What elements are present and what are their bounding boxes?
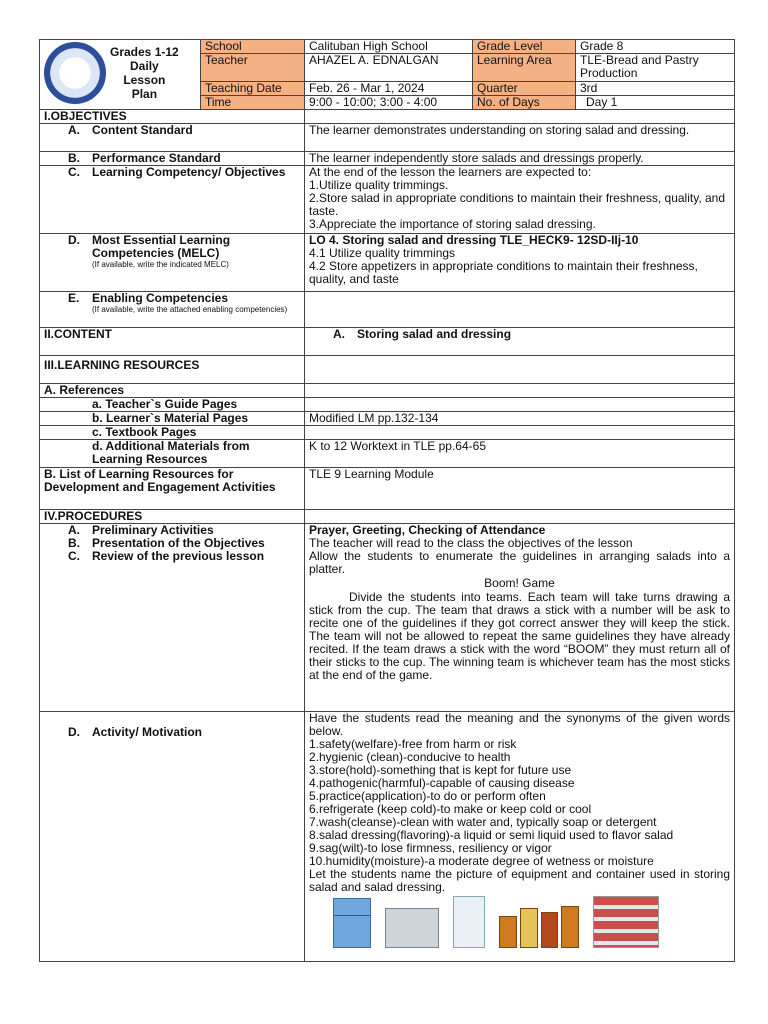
header-title-2: Daily [130,59,159,73]
additional-value: K to 12 Worktext in TLE pp.64-65 [305,440,735,468]
header-title-3: Lesson [123,73,166,87]
lesson-plan-page [39,39,734,962]
melc-note: (If available, write the indicated MELC) [92,260,229,269]
additional-label: d. Additional Materials from Learning Resources [40,440,305,468]
storage-containers-image [593,896,659,948]
vocab-item: 4.pathogenic(harmful)-capable of causing disease [309,776,575,790]
label-teaching-date: Teaching Date [201,82,305,96]
tg-label: a. Teacher`s Guide Pages [40,398,305,412]
proc-label: Presentation of the Objectives [92,536,265,550]
competency-label: Learning Competency/ Objectives [92,165,286,179]
enabling-letter: E. [68,291,80,305]
competency-letter: C. [68,165,80,179]
activity-intro: Have the students read the meaning and the synonyms of the given words below. [309,711,730,738]
label-learning-area: Learning Area [473,54,576,82]
melc-item: 4.2 Store appetizers in appropriate conditions to maintain their freshness, quality, and taste [309,259,698,286]
lesson-plan-table [39,39,735,962]
label-teacher: Teacher [201,54,305,82]
label-quarter: Quarter [473,82,576,96]
melc-title: LO 4. Storing salad and dressing TLE_HECK9- 12SD-IIj-10 [309,233,639,247]
proc-label: Review of the previous lesson [92,549,265,563]
activity-letter: D. [68,725,80,739]
proc-letter: C. [68,549,80,563]
value-grade-level: Grade 8 [576,40,735,54]
chest-freezer-image [385,908,439,948]
proc-letter: B. [68,536,80,550]
equipment-images [309,894,730,948]
value-quarter: 3rd [576,82,735,96]
activity-label: Activity/ Motivation [92,725,203,739]
competency-intro: At the end of the lesson the learners are expected to: [309,165,592,179]
list-resources-label: B. List of Learning Resources for Development and Engagement Activities [40,468,305,510]
display-chiller-image [453,896,485,948]
value-time: 9:00 - 10:00; 3:00 - 4:00 [305,96,473,110]
enabling-note: (If available, write the attached enabling competencies) [92,305,288,314]
vocab-item: 7.wash(cleanse)-clean with water and, typically soap or detergent [309,815,657,829]
enabling-label: Enabling Competencies [92,291,229,305]
vocab-item: 10.humidity(moisture)-a moderate degree of wetness or moisture [309,854,654,868]
references-label: A. References [40,384,305,398]
label-school: School [201,40,305,54]
melc-label: Most Essential Learning Competencies (MELC) [92,233,231,260]
game-title: Boom! Game [484,576,555,590]
vocab-item: 9.sag(wilt)-to lose firmness, resiliency or vigor [309,841,552,855]
lm-value: Modified LM pp.132-134 [305,412,735,426]
prayer-line: Prayer, Greeting, Checking of Attendance [309,523,546,537]
content-letter: A. [333,327,345,341]
objectives-heading: I.OBJECTIVES [40,110,305,124]
content-standard-letter: A. [68,123,80,137]
content-text: Storing salad and dressing [357,327,512,341]
refrigerator-image [333,898,371,948]
proc-letter: A. [68,523,80,537]
header-title-1: Grades 1-12 [110,45,179,59]
content-standard-label: Content Standard [92,123,193,137]
dressing-jars-image [499,908,579,948]
competency-item: 2.Store salad in appropriate conditions to maintain their freshness, quality, and taste. [309,191,726,218]
label-time: Time [201,96,305,110]
vocab-item: 1.safety(welfare)-free from harm or risk [309,737,517,751]
vocab-item: 5.practice(application)-to do or perform often [309,789,546,803]
competency-item: 1.Utilize quality trimmings. [309,178,449,192]
melc-letter: D. [68,233,80,247]
value-teacher: AHAZEL A. EDNALGAN [305,54,473,82]
resources-heading: III.LEARNING RESOURCES [40,356,305,384]
vocab-item: 2.hygienic (clean)-conducive to health [309,750,511,764]
activity-closing: Let the students name the picture of equipment and container used in storing salad and salad dressing. [309,867,730,894]
deped-seal-icon [44,42,106,104]
value-learning-area: TLE-Bread and Pastry Production [576,54,735,82]
list-resources-value: TLE 9 Learning Module [305,468,735,510]
tb-label: c. Textbook Pages [40,426,305,440]
objectives-line: The teacher will read to the class the objectives of the lesson [309,536,633,550]
header-title-4: Plan [131,87,158,101]
label-grade-level: Grade Level [473,40,576,54]
label-no-of-days: No. of Days [473,96,576,110]
content-heading: II.CONTENT [40,328,305,356]
competency-item: 3.Appreciate the importance of storing salad dressing. [309,217,596,231]
performance-standard-text: The learner independently store salads and dressings properly. [305,152,735,166]
lm-label: b. Learner`s Material Pages [40,412,305,426]
value-teaching-date: Feb. 26 - Mar 1, 2024 [305,82,473,96]
procedures-heading: IV.PROCEDURES [40,510,305,524]
performance-standard-letter: B. [68,151,80,165]
content-standard-text: The learner demonstrates understanding on storing salad and dressing. [305,124,735,152]
melc-item: 4.1 Utilize quality trimmings [309,246,456,260]
performance-standard-label: Performance Standard [92,151,221,165]
value-school: Calituban High School [305,40,473,54]
review-line: Allow the students to enumerate the guidelines in arranging salads into a platter. [309,549,730,576]
vocab-item: 3.store(hold)-something that is kept for future use [309,763,572,777]
proc-label: Preliminary Activities [92,523,214,537]
value-no-of-days: Day 1 [576,96,735,110]
game-text: Divide the students into teams. Each team will take turns drawing a stick from the cup. The team that draws a stick with a number will be ask to recite one of the guidelines if they got correct answer they will keep the stick. The team will not be allowed to repeat the same guidelines they have already recited. If the team draws a stick with the word “BOOM” they must return all of their sticks to the cup. The winning team is whichever team has the most sticks at the end of the game. [309,590,730,682]
vocab-item: 8.salad dressing(flavoring)-a liquid or semi liquid used to flavor salad [309,828,674,842]
vocab-item: 6.refrigerate (keep cold)-to make or keep cold or cool [309,802,592,816]
